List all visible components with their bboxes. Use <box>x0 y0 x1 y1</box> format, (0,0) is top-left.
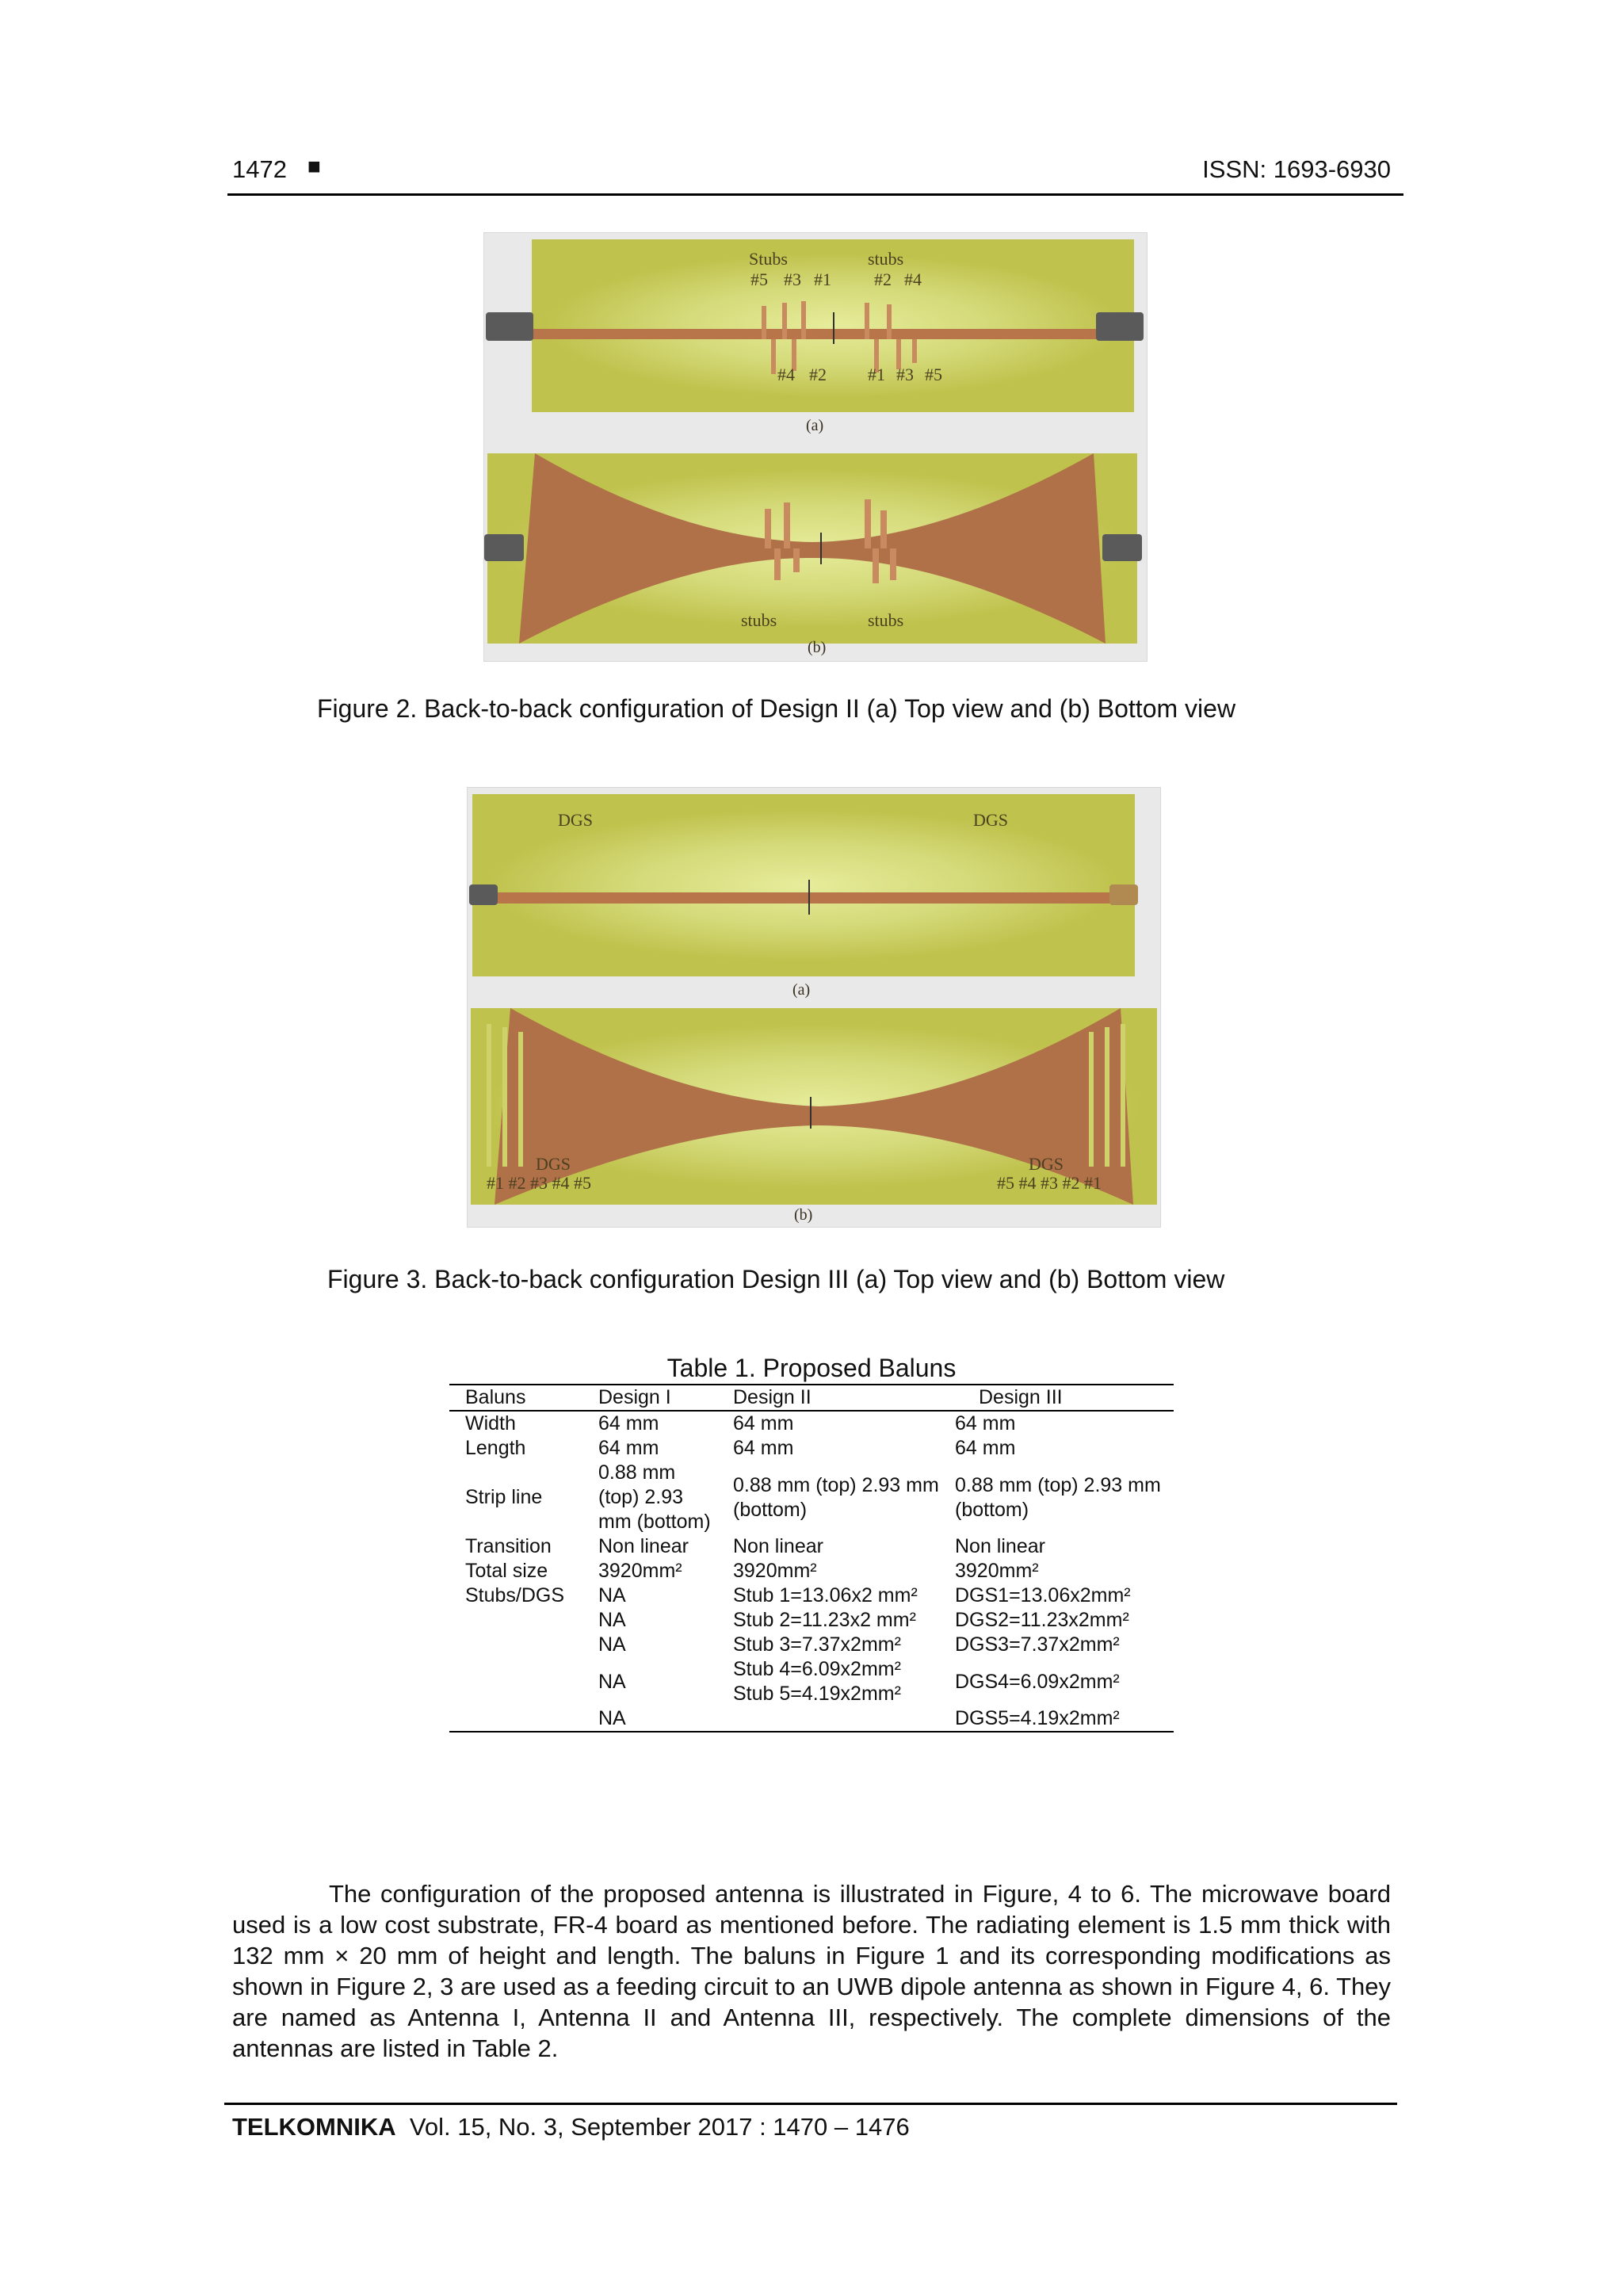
figure3a-sublabel: (a) <box>792 981 811 999</box>
table-row: NA Stub 3=7.37x2mm² DGS3=7.37x2mm² <box>598 1633 1120 1656</box>
figure3b-sublabel: (b) <box>794 1206 813 1224</box>
body-paragraph: The configuration of the proposed antenna is illustrated in Figure, 4 to 6. The microwave board used is a low cost substrate, FR-4 board as mentioned before. The radiating element is 1.5 mm thick with 132 mm × 20 mm of height and length. The baluns in Figure 1 and its corresponding modifications as shown in Figure 2, 3 are used as a feeding circuit to an UWB dipole antenna as shown in Figure 4, 6. They are named as Antenna I, Antenna II and Antenna III, respectively. The complete dimensions of the antennas are listed in Table 2. <box>232 1880 1391 2062</box>
figure2a-sublabel: (a) <box>806 417 824 434</box>
figure3-photo <box>467 787 1161 1228</box>
figure3b-board: DGS #1 #2 #3 #4 #5 DGS #5 #4 #3 #2 #1 <box>471 1008 1157 1205</box>
footer-rule <box>224 2103 1397 2105</box>
tapered-ground <box>487 453 1137 644</box>
figure2-caption: Figure 2. Back-to-back configuration of Design II (a) Top view and (b) Bottom view <box>317 694 1236 723</box>
journal-name: TELKOMNIKA <box>232 2113 396 2141</box>
figure2b-sublabel: (b) <box>808 639 827 656</box>
table-row: NA DGS5=4.19x2mm² <box>449 1706 1174 1732</box>
table-header-row: Baluns Design I Design II Design III <box>449 1385 1174 1411</box>
table1 <box>449 1384 1174 1733</box>
journal-details: Vol. 15, No. 3, September 2017 : 1470 – 1476 <box>409 2113 910 2141</box>
figure2a-board: Stubs stubs #5 #3 #1 #2 #4 #4 #2 #1 #3 #5 <box>532 239 1134 412</box>
table-row: Stubs/DGS NA Stub 1=13.06x2 mm² DGS1=13.06x2mm² <box>465 1584 1131 1606</box>
table-row: Transition Non linear Non linear Non linear <box>465 1535 1045 1557</box>
table1-title: Table 1. Proposed Baluns <box>666 1354 957 1382</box>
table-row: Length 64 mm 64 mm 64 mm <box>465 1437 1016 1459</box>
issn: ISSN: 1693-6930 <box>1202 155 1391 183</box>
header-marker: ■ <box>307 154 321 178</box>
header-rule <box>227 193 1403 196</box>
sma-connector-left <box>486 312 533 341</box>
table-row: Strip line 0.88 mm (top) 2.93 mm (bottom) 0.88 mm (top) 2.93 mm (bottom) 0.88 mm (top) 2.93 mm (bottom) <box>465 1461 1161 1533</box>
footer <box>232 2113 910 2141</box>
microstrip-line <box>472 892 1135 904</box>
table-row: Width 64 mm 64 mm 64 mm <box>465 1412 1016 1435</box>
figure3a-board: DGS DGS <box>472 794 1135 976</box>
figure2-photo <box>483 232 1148 662</box>
sma-connector-right <box>1096 312 1144 341</box>
figure3-caption: Figure 3. Back-to-back configuration Design III (a) Top view and (b) Bottom view <box>327 1265 1225 1293</box>
table-row: Total size 3920mm² 3920mm² 3920mm² <box>465 1560 1039 1582</box>
table-row: NA Stub 4=6.09x2mm² Stub 5=4.19x2mm² DGS4=6.09x2mm² <box>598 1658 1120 1705</box>
table-row: NA Stub 2=11.23x2 mm² DGS2=11.23x2mm² <box>598 1609 1129 1631</box>
figure2b-board: stubs stubs <box>487 453 1137 644</box>
page-number: 1472 <box>232 155 287 183</box>
